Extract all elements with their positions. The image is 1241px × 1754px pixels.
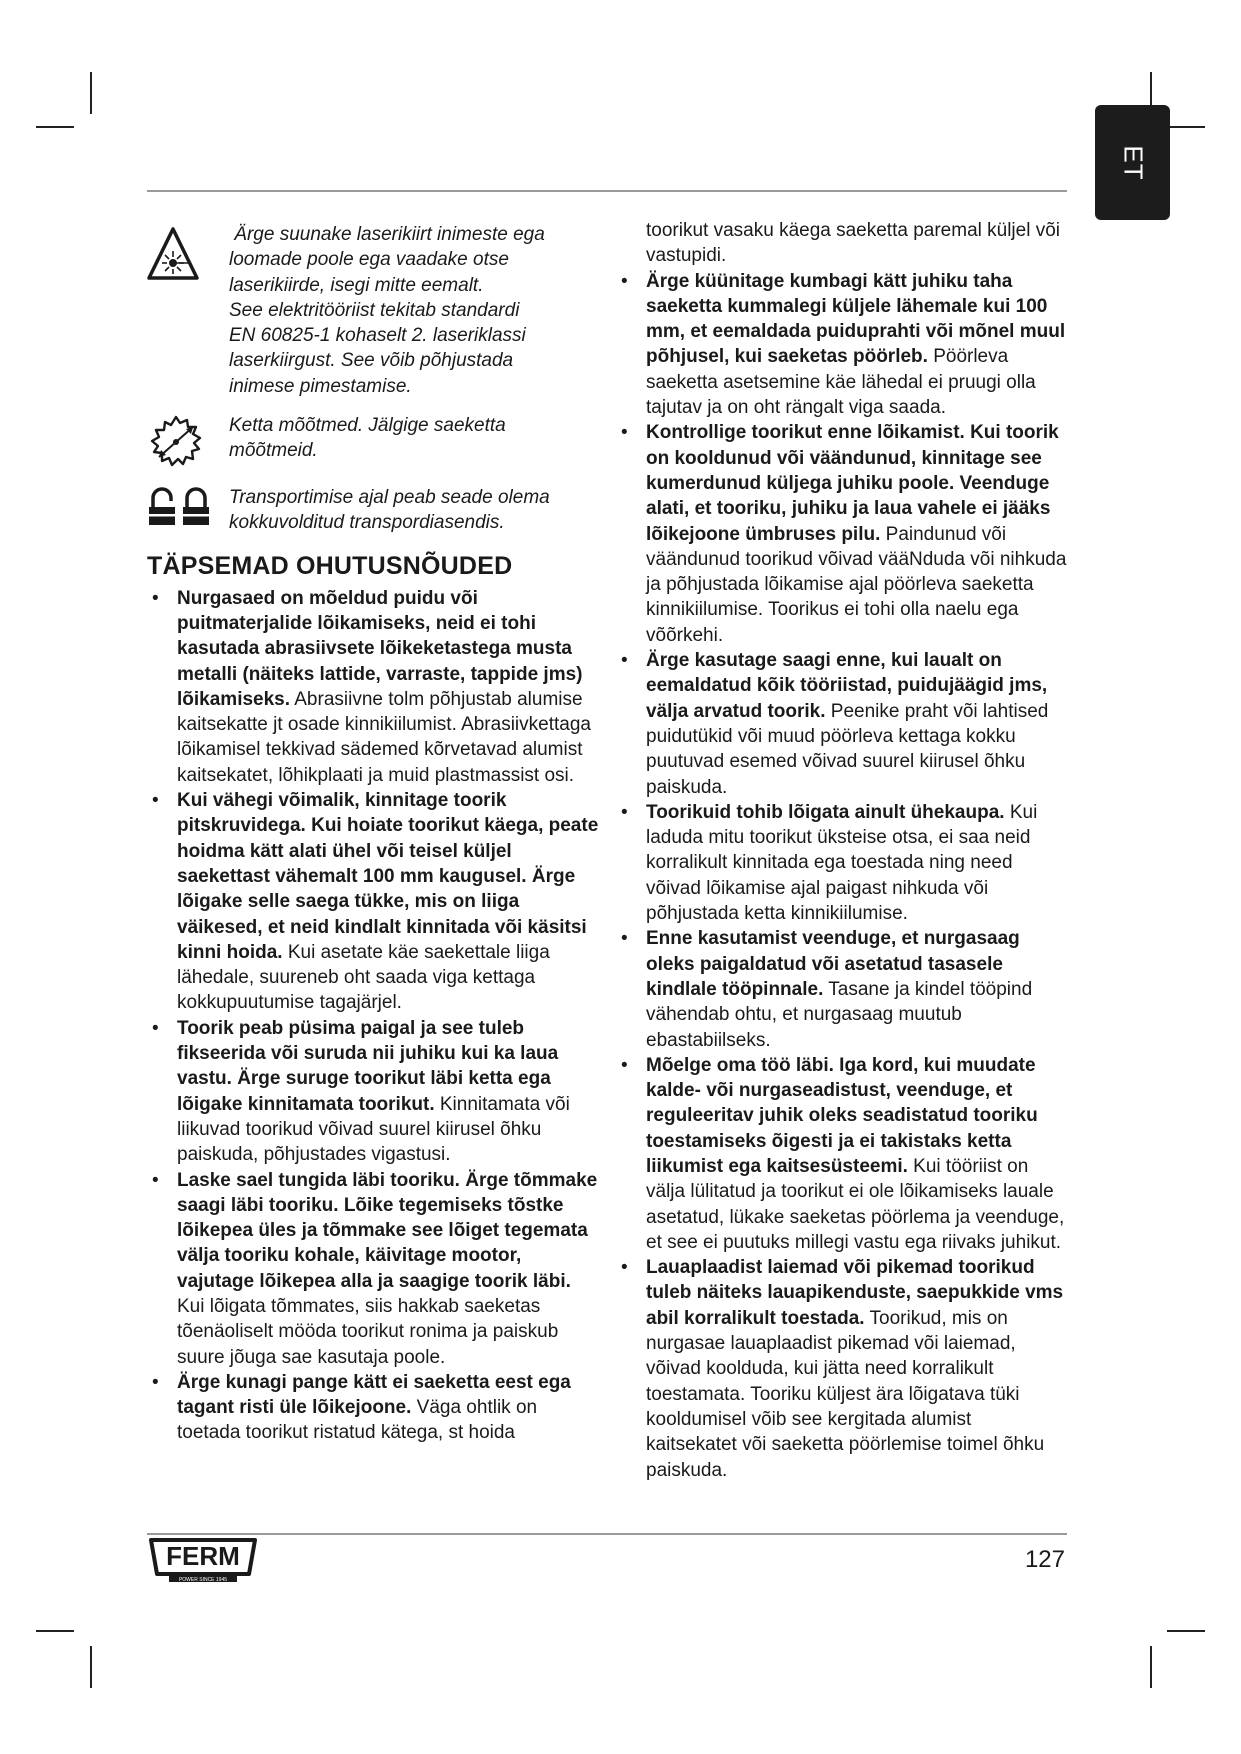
- saw-blade-dimensions-icon: [147, 413, 205, 471]
- rule-bold-text: Ärge küünitage kumbagi kätt juhiku taha saeketta kummalegi küljele lähemale kui 100 mm, et eemaldada puiduprahti või mõnel muul põhjusel, kui saeketas pöörleb.: [646, 270, 1066, 368]
- list-item: [147, 586, 602, 788]
- crop-mark: [90, 1646, 92, 1688]
- rule-text: Tasane ja kindel tööpind vähendab ohtu, et nurgasaag muutub ebastabiilseks.: [646, 978, 1033, 1051]
- header-rule: [147, 190, 1067, 192]
- rule-text: Paindunud või väändunud toorikud võivad vääNduda või nihkuda ja põhjustada lõikamise ajal pöörleva saeketta kinnikiilumise. Toorikus ei tohi olla naelu ega võõrkehi.: [646, 523, 1067, 646]
- symbol-text-line: EN 60825-1 kohaselt 2. laseriklassi: [229, 325, 526, 347]
- rule-text: Kui tööriist on välja lülitatud ja toorikut ei ole lõikamiseks lauale asetatud, lükake saeketas pöörlema ja veenduge, et see ei puutuks millegi vastu ega riivaks juhikut.: [646, 1155, 1065, 1253]
- list-item: [147, 1016, 602, 1168]
- list-item: [622, 648, 1067, 800]
- list-item: [147, 1168, 602, 1370]
- left-column: [147, 222, 602, 1446]
- symbol-blade: [147, 413, 602, 471]
- list-item: [622, 269, 1067, 421]
- symbol-text-line: Transportimise ajal peab seade olema: [229, 487, 550, 509]
- rule-text: Abrasiivne tolm põhjustab alumise kaitsekatte jt osade kinnikiilumist. Abrasiivkettaga lõikamisel tekkivad sädemed kõrvetavad alumist kaitsekatet, lõhikplaati ja muid plastmassist osi.: [177, 688, 591, 786]
- rule-text: Kinnitamata või liikuvad toorikud võivad suurel kiirusel õhku paiskuda, põhjustades vigastusi.: [177, 1093, 570, 1166]
- symbol-text-line: mõõtmeid.: [229, 440, 318, 462]
- symbol-transport: [147, 485, 602, 536]
- rule-text: Kui asetate käe saekettale liiga lähedale, suureneb oht saada viga kettaga kokkupuutumise tagajärjel.: [177, 941, 550, 1014]
- language-tab: [1095, 105, 1170, 220]
- rule-bold-text: Toorik peab püsima paigal ja see tuleb fikseerida või suruda nii juhiku kui ka laua vastu. Ärge suruge toorikut läbi ketta ega lõigake kinnitamata toorikut.: [177, 1017, 559, 1115]
- footer-rule: [147, 1533, 1067, 1535]
- rule-text: toorikut vasaku käega saeketta paremal küljel või vastupidi.: [646, 220, 1061, 267]
- crop-mark: [1167, 1630, 1205, 1632]
- list-item: [622, 926, 1067, 1052]
- list-item: [622, 1053, 1067, 1255]
- rule-bold-text: Ärge kasutage saagi enne, kui laualt on eemaldatud kõik tööriistad, puidujäägid jms, välja arvatud toorik.: [646, 650, 1048, 722]
- language-tab-label: ET: [1118, 144, 1148, 181]
- logo-tagline: POWER SINCE 1945: [178, 1577, 228, 1583]
- list-item: [147, 788, 602, 1016]
- crop-mark: [36, 126, 74, 128]
- transport-lock-icon: [147, 487, 211, 527]
- symbol-text-line: Ketta mõõtmed. Jälgige saeketta: [229, 415, 506, 437]
- rule-text: Pöörleva saeketta asetsemine käe lähedal ei pruugi olla tajutav ja on oht rängalt viga saada.: [646, 346, 1036, 419]
- logo-wordmark: FERM: [166, 1541, 240, 1571]
- rule-bold-text: Ärge kunagi pange kätt ei saeketta eest ega tagant risti üle lõikejoone.: [177, 1371, 571, 1419]
- rule-bold-text: Enne kasutamist veenduge, et nurgasaag oleks paigaldatud või asetatud tasasele kindlale tööpinnale.: [646, 928, 1020, 1000]
- right-rules-list: [622, 218, 1067, 1483]
- rule-bold-text: Toorikuid tohib lõigata ainult ühekaupa.: [646, 801, 1005, 823]
- list-item: [147, 1370, 602, 1446]
- symbol-text-line: inimese pimestamise.: [229, 375, 412, 397]
- rule-bold-text: Laske sael tungida läbi tooriku. Ärge tõmmake saagi läbi tooriku. Lõike tegemiseks tõstke lõikepea üles ja tõmmake see lõiget tegemata välja tooriku kohale, käivitage mootor, vajutage lõikepea alla ja saagige toorik läbi.: [177, 1169, 598, 1292]
- rule-text: Peenike praht või lahtised puidutükid või muud pöörleva kettaga kokku puutuvad esemed võivad suurel kiirusel õhku paiskuda.: [646, 700, 1049, 798]
- rule-text: Väga ohtlik on toetada toorikut ristatud kätega, st hoida: [177, 1397, 538, 1444]
- list-item: [622, 800, 1067, 926]
- rule-text: Toorikud, mis on nurgasae lauaplaadist pikemad või laiemad, võivad koolduda, kui jätta need korralikult toestamata. Tooriku küljest ära lõigatava tüki kooldumisel võib see kergitada alumist kaitsekatet või saeketta pöörlemise toimel õhku paiskuda.: [646, 1307, 1045, 1481]
- ferm-logo: [147, 1536, 259, 1589]
- rule-text: Kui lõigata tõmmates, siis hakkab saeketas tõenäoliselt mööda toorikut ronima ja paiskub suure jõuga sae kasutaja poole.: [177, 1295, 559, 1368]
- right-column: [622, 218, 1067, 1483]
- symbol-text-line: laserikiirde, isegi mitte eemalt.: [229, 274, 484, 296]
- left-rules-list: [147, 586, 602, 1446]
- symbol-laser: [147, 222, 602, 399]
- list-item: [622, 1255, 1067, 1483]
- list-item: [622, 420, 1067, 648]
- symbol-text-line: laserkiirgust. See võib põhjustada: [229, 350, 514, 372]
- rule-bold-text: Kui vähegi võimalik, kinnitage toorik pitskruvidega. Kui hoiate toorikut käega, peate hoidma kätt alati ühel või teisel küljel saekettast vähemalt 100 mm kaugusel. Ärge lõigake selle saega tükke, mis on liiga väikesed, et neid kindlalt kinnitada või käsitsi kinni hoida.: [177, 790, 599, 963]
- symbol-text-line: kokkuvolditud transpordiasendis.: [229, 512, 505, 534]
- section-title: TÄPSEMAD OHUTUSNÕUDED: [147, 551, 513, 580]
- crop-mark: [36, 1630, 74, 1632]
- crop-mark: [1150, 1646, 1152, 1688]
- symbol-text-line: Ärge suunake laserikiirt inimeste ega: [229, 224, 545, 245]
- symbol-text-line: See elektritööriist tekitab standardi: [229, 299, 520, 321]
- list-item-continuation: [622, 218, 1067, 269]
- page-number: 127: [1024, 1546, 1065, 1573]
- crop-mark: [1167, 126, 1205, 128]
- rule-text: Kui laduda mitu toorikut üksteise otsa, ei saa neid korralikult kinnitada ega toestada ning need võivad lõikamise ajal paigast nihkuda või põhjustada ketta kinnikiilumise.: [646, 801, 1038, 925]
- rule-bold-text: Kontrollige toorikut enne lõikamist. Kui toorik on kooldunud või väändunud, kinnitage see kumerdunud küljega juhiku poole. Veenduge alati, et tooriku, juhiku ja laua vahele ei jääks lõikejoone ümbruses pilu.: [646, 422, 1059, 545]
- crop-mark: [90, 72, 92, 114]
- rule-bold-text: Nurgasaed on mõeldud puidu või puitmaterjalide lõikamiseks, neid ei tohi kasutada abrasiivsete lõikeketastega musta metalli (näiteks lattide, varraste, tappide jms) lõikamiseks.: [177, 587, 583, 710]
- symbol-text-line: loomade poole ega vaadake otse: [229, 249, 509, 271]
- rule-bold-text: Lauaplaadist laiemad või pikemad toorikud tuleb näiteks lauapikenduste, saepukkide vms abil korralikult toestada.: [646, 1257, 1064, 1329]
- laser-warning-icon: [147, 226, 199, 284]
- rule-bold-text: Mõelge oma töö läbi. Iga kord, kui muudate kalde- või nurgaseadistust, veenduge, et reguleeritav juhik oleks seadistatud tooriku toestamiseks õigesti ja ei takistaks ketta liikumist ega kaitsesüsteemi.: [646, 1054, 1038, 1177]
